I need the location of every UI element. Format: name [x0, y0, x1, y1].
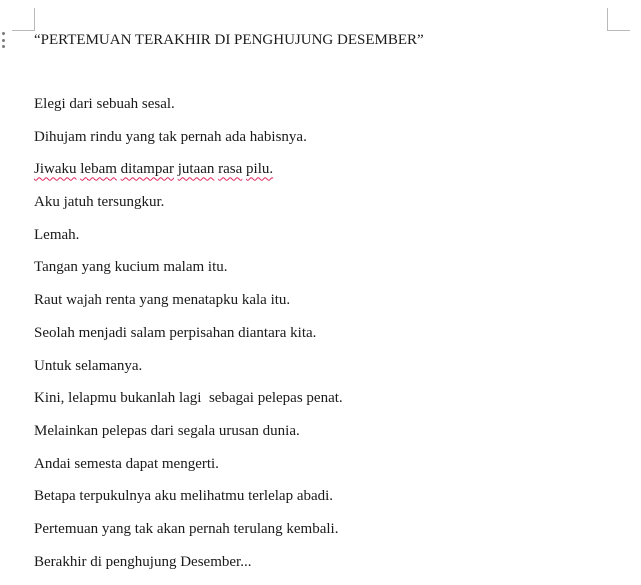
poem-line[interactable]: Elegi dari sebuah sesal. — [34, 96, 175, 112]
poem-line[interactable]: Kini, lelapmu bukanlah lagi sebagai pelepas penat. — [34, 390, 343, 407]
misspelled-word[interactable]: rasa — [218, 161, 243, 178]
poem-line[interactable]: Dihujam rindu yang tak pernah ada habisnya. — [34, 128, 307, 145]
poem-line[interactable]: Aku jatuh tersungkur. — [34, 194, 165, 211]
poem-line[interactable]: Raut wajah renta yang menatapku kala itu. — [34, 292, 291, 309]
misspelled-word[interactable]: ditampar — [120, 161, 174, 178]
poem-line[interactable]: Betapa terpukulnya aku melihatmu terlelap abadi. — [34, 488, 334, 505]
poem-body — [34, 95, 343, 585]
poem-line[interactable]: Pertemuan yang tak akan pernah terulang kembali. — [34, 520, 339, 537]
misspelled-word[interactable]: jutaan — [177, 161, 215, 178]
poem-line[interactable]: Lemah. — [34, 226, 80, 243]
poem-line-spellchecked[interactable] — [34, 160, 343, 193]
poem-line[interactable]: Andai semesta dapat mengerti. — [34, 455, 219, 472]
poem-line[interactable]: Tangan yang kucium malam itu. — [34, 259, 228, 276]
paragraph-drag-handle-icon[interactable] — [2, 32, 6, 48]
poem-line[interactable]: Seolah menjadi salam perpisahan diantara kita. — [34, 324, 317, 341]
misspelled-word[interactable]: Jiwaku — [34, 161, 77, 178]
margin-corner-top-right — [607, 8, 630, 31]
misspelled-word[interactable]: pilu. — [246, 161, 274, 178]
poem-line[interactable]: Melainkan pelepas dari segala urusan dunia. — [34, 422, 300, 439]
poem-title[interactable]: “PERTEMUAN TERAKHIR DI PENGHUJUNG DESEMBER” — [34, 32, 424, 48]
margin-corner-top-left — [12, 8, 35, 31]
misspelled-word[interactable]: lebam — [80, 161, 117, 178]
poem-line[interactable]: Untuk selamanya. — [34, 357, 143, 374]
poem-line[interactable]: Berakhir di penghujung Desember... — [34, 553, 252, 570]
